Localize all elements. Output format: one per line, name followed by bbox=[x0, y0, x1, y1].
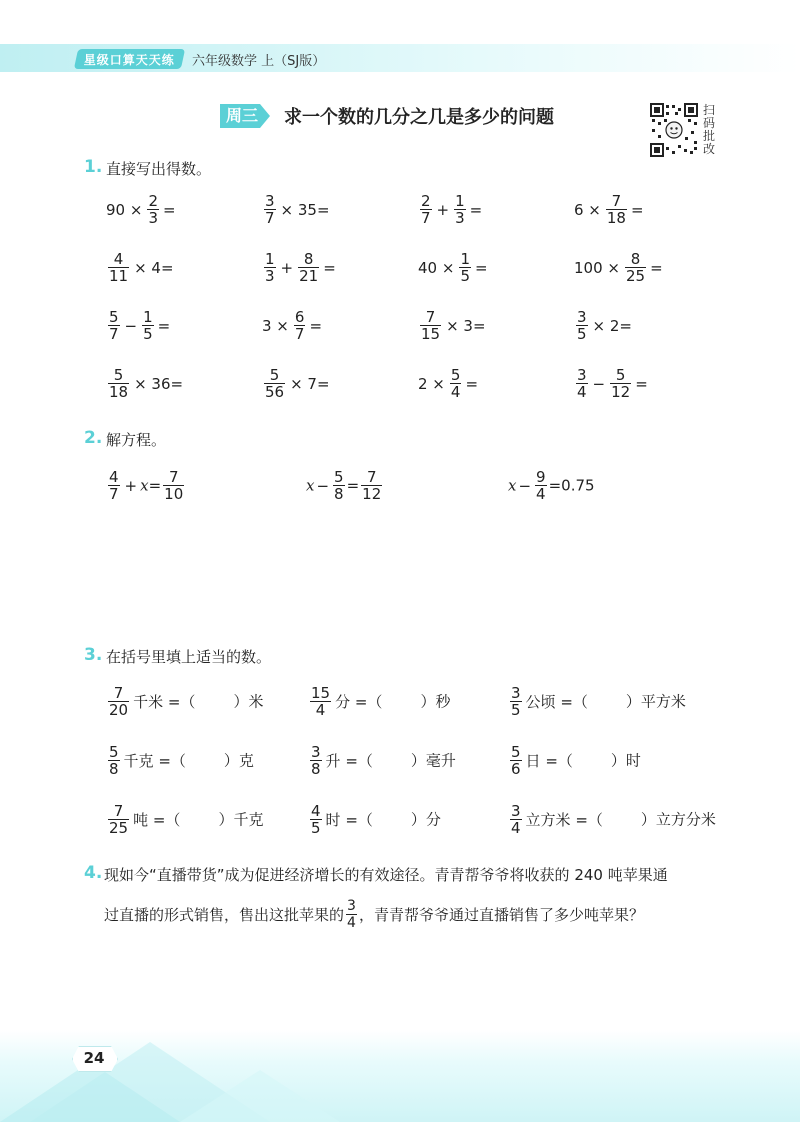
fraction bbox=[310, 803, 322, 836]
q1-expression bbox=[574, 193, 644, 226]
expr-equals: = bbox=[465, 374, 479, 393]
unit-left: 千米 =（ bbox=[133, 692, 196, 711]
q4-line1: 现如今“直播带货”成为促进经济增长的有效途径。青青帮爷爷将收获的 240 吨苹果通 bbox=[104, 866, 668, 884]
fraction-den: 3 bbox=[148, 209, 158, 227]
fraction-num: 5 bbox=[615, 366, 626, 384]
q1-expression bbox=[262, 367, 333, 400]
fraction bbox=[264, 251, 276, 284]
fraction bbox=[294, 309, 306, 342]
brand-title: 星级口算天天练 bbox=[83, 53, 175, 67]
conversion-item bbox=[106, 685, 263, 718]
expr-equals: = bbox=[469, 200, 483, 219]
minus-sign: − bbox=[316, 476, 330, 495]
unit-right: ）千克 bbox=[218, 810, 264, 829]
q1-prompt: 直接写出得数。 bbox=[106, 160, 212, 178]
fraction-num: 7 bbox=[611, 192, 622, 210]
fraction bbox=[108, 251, 129, 284]
expr-prefix: 6 × bbox=[574, 200, 601, 219]
fraction-num: 15 bbox=[311, 684, 331, 702]
unit-right: ）立方分米 bbox=[640, 810, 716, 829]
fraction-num: 2 bbox=[148, 192, 158, 210]
expr-prefix: 2 × bbox=[418, 374, 445, 393]
fraction-num: 5 bbox=[334, 468, 344, 486]
expr-equals: = bbox=[630, 200, 644, 219]
fraction bbox=[310, 744, 322, 777]
fraction-num: 3 bbox=[511, 684, 521, 702]
fraction-den: 8 bbox=[109, 760, 119, 778]
equation bbox=[106, 469, 186, 502]
fraction-den: 56 bbox=[265, 383, 285, 401]
q1-expression bbox=[574, 251, 663, 284]
q1-expression bbox=[106, 309, 170, 342]
fraction-num: 1 bbox=[265, 250, 275, 268]
fraction-den: 25 bbox=[109, 819, 129, 837]
q4-frac-num: 3 bbox=[347, 898, 356, 914]
fraction bbox=[147, 193, 159, 226]
fraction-den: 5 bbox=[311, 819, 321, 837]
fraction-num: 2 bbox=[421, 192, 431, 210]
q1-expression bbox=[106, 367, 186, 400]
fraction-den: 5 bbox=[511, 701, 521, 719]
fraction bbox=[108, 309, 120, 342]
fraction-num: 5 bbox=[113, 366, 124, 384]
q2-prompt: 解方程。 bbox=[106, 431, 167, 449]
day-label: 周三 bbox=[225, 106, 258, 125]
fraction-num: 3 bbox=[577, 308, 587, 326]
fraction bbox=[535, 469, 547, 502]
fraction bbox=[264, 193, 276, 226]
fraction bbox=[108, 469, 120, 502]
unit-left: 吨 =（ bbox=[133, 810, 181, 829]
q1-expression bbox=[574, 309, 635, 342]
q4-fraction bbox=[346, 898, 357, 931]
unit-left: 分 =（ bbox=[335, 692, 383, 711]
expr-prefix: 100 × bbox=[574, 258, 620, 277]
unit-left: 日 =（ bbox=[525, 751, 573, 770]
fraction-num: 5 bbox=[450, 366, 461, 384]
q4-line2 bbox=[104, 898, 644, 931]
brand-badge bbox=[74, 49, 185, 69]
conversion-item bbox=[308, 685, 450, 718]
fraction-den: 7 bbox=[421, 209, 431, 227]
q1-expression bbox=[262, 193, 333, 226]
fraction-num: 5 bbox=[109, 308, 119, 326]
fraction-num: 4 bbox=[109, 468, 119, 486]
unit-right: ）分 bbox=[410, 810, 441, 829]
answer-blank[interactable] bbox=[588, 693, 626, 711]
fraction-num: 8 bbox=[303, 250, 314, 268]
book-subject: 六年级数学 上（SJ版） bbox=[192, 54, 326, 69]
q1-expression bbox=[418, 309, 489, 342]
expr-equals: = bbox=[157, 316, 171, 335]
conversion-item bbox=[508, 685, 686, 718]
expr-operator: × 35= bbox=[280, 200, 330, 219]
fraction bbox=[361, 469, 382, 502]
fraction-den: 12 bbox=[611, 383, 631, 401]
fraction-num: 1 bbox=[143, 308, 153, 326]
fraction-den: 18 bbox=[606, 209, 626, 227]
expr-operator: × 36= bbox=[134, 374, 184, 393]
fraction-den: 8 bbox=[334, 485, 344, 503]
fraction bbox=[310, 685, 331, 718]
q4-line2-end: ，青青帮爷爷通过直播销售了多少吨苹果？ bbox=[358, 906, 644, 924]
fraction-num: 7 bbox=[366, 468, 377, 486]
fraction bbox=[450, 367, 462, 400]
fraction bbox=[108, 685, 129, 718]
expr-equals: = bbox=[650, 258, 663, 277]
answer-blank[interactable] bbox=[180, 811, 218, 829]
fraction-num: 5 bbox=[269, 366, 280, 384]
fraction-num: 3 bbox=[511, 802, 521, 820]
fraction-den: 6 bbox=[511, 760, 521, 778]
fraction bbox=[333, 469, 345, 502]
fraction-num: 9 bbox=[536, 468, 546, 486]
fraction-den: 11 bbox=[109, 267, 129, 285]
expr-operator: × 2= bbox=[592, 316, 632, 335]
q1-expression bbox=[418, 193, 482, 226]
fraction-num: 5 bbox=[511, 743, 521, 761]
fraction-den: 8 bbox=[311, 760, 321, 778]
fraction-num: 6 bbox=[294, 308, 305, 326]
fraction bbox=[454, 193, 466, 226]
fraction-num: 4 bbox=[113, 250, 124, 268]
expr-equals: = bbox=[635, 374, 648, 393]
answer-blank[interactable] bbox=[382, 693, 420, 711]
fraction-den: 3 bbox=[455, 209, 465, 227]
unit-left: 公顷 =（ bbox=[525, 692, 588, 711]
expr-equals: = bbox=[162, 200, 176, 219]
q1-number: 1. bbox=[84, 157, 103, 177]
fraction-den: 4 bbox=[450, 383, 461, 401]
answer-blank[interactable] bbox=[573, 752, 611, 770]
variable-x: x bbox=[306, 476, 315, 495]
qr-code-icon[interactable] bbox=[650, 103, 698, 157]
q1-expression bbox=[262, 251, 336, 284]
fraction-den: 4 bbox=[310, 701, 331, 718]
fraction-den: 10 bbox=[164, 485, 184, 503]
fraction-num: 5 bbox=[109, 743, 119, 761]
fraction-num: 3 bbox=[311, 743, 321, 761]
expr-operator: − bbox=[592, 374, 606, 393]
fraction bbox=[142, 309, 154, 342]
fraction-den: 20 bbox=[109, 701, 129, 719]
fraction bbox=[510, 803, 522, 836]
q1-expression bbox=[574, 367, 648, 400]
footer-decoration bbox=[0, 1040, 800, 1122]
fraction bbox=[610, 367, 631, 400]
fraction-den: 15 bbox=[421, 325, 441, 343]
q1-expression bbox=[106, 193, 176, 226]
page-number: 24 bbox=[83, 1049, 105, 1067]
fraction-den: 4 bbox=[536, 485, 546, 503]
fraction bbox=[108, 744, 120, 777]
fraction-num: 1 bbox=[455, 192, 465, 210]
fraction bbox=[420, 309, 441, 342]
expr-prefix: 3 × bbox=[262, 316, 289, 335]
unit-right: ）平方米 bbox=[625, 692, 686, 711]
unit-right: ）毫升 bbox=[410, 751, 456, 770]
fraction-den: 5 bbox=[460, 267, 470, 285]
q1-expression bbox=[418, 251, 488, 284]
fraction-den: 7 bbox=[109, 485, 119, 503]
fraction-num: 4 bbox=[311, 802, 321, 820]
fraction-num: 7 bbox=[113, 802, 124, 820]
expr-operator: × 7= bbox=[290, 374, 330, 393]
page-title: 求一个数的几分之几是多少的问题 bbox=[284, 107, 554, 128]
answer-blank[interactable] bbox=[186, 752, 224, 770]
fraction-den: 7 bbox=[109, 325, 119, 343]
equals: =0.75 bbox=[548, 476, 595, 495]
fraction bbox=[576, 309, 588, 342]
conversion-item bbox=[308, 803, 441, 836]
q3-prompt: 在括号里填上适当的数。 bbox=[106, 648, 272, 666]
fraction-num: 1 bbox=[460, 250, 470, 268]
fraction-den: 12 bbox=[362, 485, 382, 503]
fraction bbox=[108, 367, 129, 400]
fraction bbox=[606, 193, 627, 226]
operator: + bbox=[124, 476, 138, 495]
fraction-den: 3 bbox=[265, 267, 275, 285]
q1-expression bbox=[106, 251, 177, 284]
answer-blank[interactable] bbox=[373, 811, 411, 829]
expr-operator: + bbox=[280, 258, 294, 277]
conversion-item bbox=[508, 803, 716, 836]
page-number-badge bbox=[72, 1046, 116, 1070]
q4-frac-den: 4 bbox=[347, 915, 356, 931]
fraction bbox=[625, 251, 646, 284]
minus-sign: − bbox=[518, 476, 532, 495]
fraction-num: 3 bbox=[265, 192, 275, 210]
expr-operator: + bbox=[436, 200, 450, 219]
answer-blank[interactable] bbox=[603, 811, 641, 829]
expr-equals: = bbox=[323, 258, 336, 277]
fraction bbox=[459, 251, 471, 284]
fraction bbox=[264, 367, 285, 400]
conversion-item bbox=[508, 744, 641, 777]
unit-right: ）秒 bbox=[420, 692, 451, 711]
q2-number: 2. bbox=[84, 428, 103, 448]
equals: = bbox=[148, 476, 162, 495]
unit-left: 立方米 =（ bbox=[525, 810, 603, 829]
fraction-den: 4 bbox=[511, 819, 521, 837]
conversion-item bbox=[308, 744, 456, 777]
equation bbox=[508, 469, 595, 502]
fraction bbox=[510, 685, 522, 718]
equation bbox=[306, 469, 384, 502]
fraction-den: 21 bbox=[299, 267, 319, 285]
unit-right: ）米 bbox=[233, 692, 264, 711]
fraction-den: 7 bbox=[294, 325, 305, 343]
expr-operator: × 3= bbox=[446, 316, 486, 335]
expr-equals: = bbox=[309, 316, 323, 335]
fraction bbox=[576, 367, 588, 400]
fraction-den: 25 bbox=[625, 267, 646, 285]
equals: = bbox=[346, 476, 360, 495]
unit-left: 升 =（ bbox=[325, 751, 373, 770]
fraction-num: 7 bbox=[113, 684, 124, 702]
unit-left: 时 =（ bbox=[325, 810, 373, 829]
fraction-den: 7 bbox=[265, 209, 275, 227]
conversion-item bbox=[106, 803, 263, 836]
unit-right: ）时 bbox=[610, 751, 641, 770]
scan-to-grade-label: 扫码批改 bbox=[703, 103, 716, 156]
fraction-num: 3 bbox=[577, 366, 587, 384]
expr-equals: = bbox=[474, 258, 488, 277]
day-tag bbox=[220, 104, 272, 128]
variable-x: x bbox=[140, 476, 149, 495]
unit-left: 千克 =（ bbox=[123, 751, 186, 770]
expr-prefix: 40 × bbox=[418, 258, 455, 277]
expr-operator: − bbox=[124, 316, 138, 335]
fraction bbox=[298, 251, 319, 284]
q1-expression bbox=[418, 367, 478, 400]
fraction-den: 18 bbox=[109, 383, 129, 401]
answer-blank[interactable] bbox=[195, 693, 233, 711]
q1-expression bbox=[262, 309, 322, 342]
q3-number: 3. bbox=[84, 645, 103, 665]
q4-number: 4. bbox=[84, 863, 103, 883]
fraction-den: 4 bbox=[577, 383, 587, 401]
fraction bbox=[420, 193, 432, 226]
expr-prefix: 90 × bbox=[106, 200, 143, 219]
fraction bbox=[163, 469, 184, 502]
q4-line2-start: 过直播的形式销售，售出这批苹果的 bbox=[104, 906, 345, 924]
answer-blank[interactable] bbox=[373, 752, 411, 770]
expr-operator: × 4= bbox=[134, 258, 174, 277]
fraction-num: 7 bbox=[168, 468, 179, 486]
unit-right: ）克 bbox=[223, 751, 254, 770]
fraction-den: 5 bbox=[577, 325, 587, 343]
conversion-item bbox=[106, 744, 254, 777]
fraction bbox=[510, 744, 522, 777]
fraction-num: 8 bbox=[630, 250, 641, 268]
fraction-num: 7 bbox=[425, 308, 436, 326]
fraction-den: 5 bbox=[143, 325, 153, 343]
fraction bbox=[108, 803, 129, 836]
variable-x: x bbox=[508, 476, 517, 495]
